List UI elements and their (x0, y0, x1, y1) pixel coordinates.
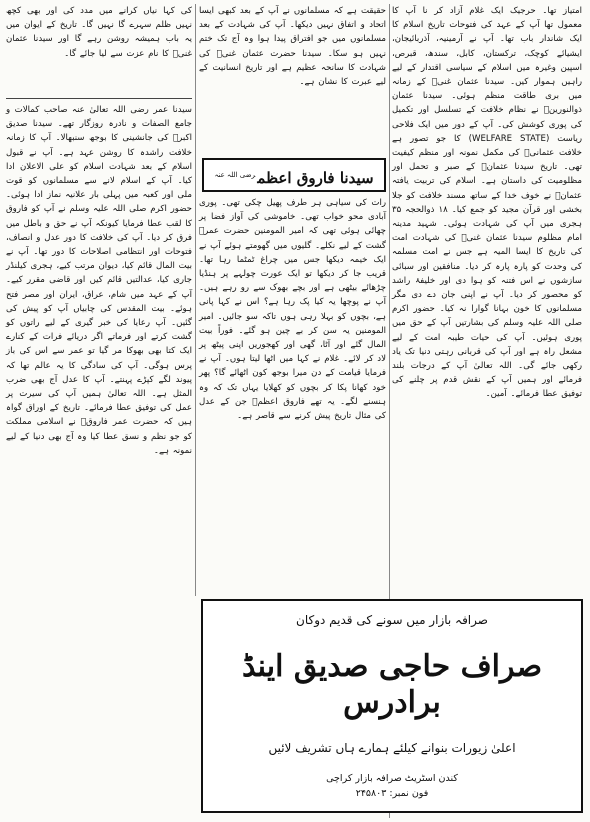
article-column-left (6, 4, 192, 799)
article-continuation (6, 4, 192, 94)
section-divider (6, 98, 192, 99)
ad-phone: فون نمبر: ۲۴۵۸۰۳ (355, 788, 429, 799)
ad-address: کندن اسٹریٹ صرافہ بازار کراچی (326, 773, 458, 784)
ad-tagline: صرافہ بازار میں سونے کی قدیم دوکان (296, 613, 488, 627)
article-text: حقیقت ہے کہ مسلمانوں نے آپ کے بعد کبھی ایسا اتحاد و اتفاق نہیں دیکھا۔ آپ کی شہادت کے بعد مسلمانوں میں جو افتراق پیدا ہوا وہ آج تک ختم نہیں ہو سکا۔ سیدنا حضرت عثمان غنیؓ کی شہادت کا سانحہ عظیم ہے اور تاریخ انسانیت کے لیے عبرت کا نشان ہے۔ (199, 6, 386, 88)
article-column-middle-top (199, 4, 386, 154)
article-body (6, 103, 192, 799)
ad-brand-name: صراف حاجی صدیق اینڈ برادرس (241, 649, 543, 720)
article-column-middle (199, 196, 386, 592)
ad-subtitle: اعلیٰ زیورات بنوانے کیلئے ہمارے ہاں تشریف لائیں (268, 741, 516, 755)
heading-title: سیدنا فاروق اعظم (257, 169, 374, 187)
article-text: رات کی سیاہی ہر طرف پھیل چکی تھی۔ پوری آبادی محو خواب تھی۔ خاموشی کی آواز فضا پر چھائی ہوئی تھی کہ امیر المومنین حضرت عمرؓ گشت کے لیے نکلے۔ گلیوں میں گھومتے ہوئے آپ نے ایک خیمہ دیکھا جس میں چراغ ٹمٹما رہا تھا۔ قریب جا کر دیکھا تو ایک عورت چولہے پر ہنڈیا چڑھائے بیٹھی ہے اور بچے بھوک سے رو رہے ہیں۔ آپ نے پوچھا یہ کیا پک رہا ہے؟ اس نے کہا پانی ہے، بچوں کو بہلا رہی ہوں تاکہ سو جائیں۔ امیر المومنین یہ سن کر بے چین ہو گئے۔ فوراً بیت المال گئے اور آٹا، گھی اور کھجوریں اپنی پیٹھ پر لاد کر لائے۔ غلام نے کہا میں اٹھا لیتا ہوں۔ آپ نے فرمایا قیامت کے دن میرا بوجھ کون اٹھائے گا؟ پھر خود کھانا پکا کر بچوں کو کھلایا یہاں تک کہ وہ ہنسنے لگے۔ یہ تھے فاروق اعظمؓ جن کے عدل کی مثال تاریخ پیش کرنے سے قاصر ہے۔ (199, 198, 386, 422)
article-text: امتیاز تھا۔ حرجیک ایک غلام آزاد کر نا آپ کا معمول تھا آپ کے عہد کی فتوحات تاریخ اسلام کا ایک شاندار باب تھا۔ آپ نے آرمینیہ، آذربائیجان، ایشیائے کوچک، ترکستان، کابل، سندھ، قبرص، اسپین وغیرہ میں اسلام کے سیاسی اقتدار کے لیے راہیں ہموار کیں۔ سیدنا عثمان غنیؓ کے زمانہ میں بری طاقت منظم ہوئی۔ سیدنا عثمان ذوالنورینؓ نے نظام خلافت کے تسلسل اور تکمیل کی پوری کوشش کی۔ آپ کے دور میں ایک فلاحی ریاست (WELFARE STATE) کا جو تصور ہے خلافت عثمانیؓ کی مکمل نمونہ اور منظم کیفیت تھی۔ تاریخ سیدنا عثمانؓ کے صبر و تحمل اور مظلومیت کی داستان ہے۔ اسلام کی تربیت یافتہ عثمانؓ نے خوف خدا کے ساتھ مسند خلافت کو جلا بخشی اور قرآن مجید کو جمع کیا۔ ۱۸ ذوالحجہ ۳۵ ہجری میں آپ کی شہادت ہوئی۔ شہید مدینہ امام مظلوم سیدنا عثمان غنیؓ کی شہادت امت کی تاریخ کا ایسا المیہ ہے جس نے امت مسلمہ کی وحدت کو پارہ پارہ کر دیا۔ منافقین اور سبائی سازشوں نے اس فتنہ کو ہوا دی اور خلیفۂ راشد کو محصور کر دیا۔ آپ نے اپنی جان دے دی مگر مسلمانوں کا خون بہانا گوارا نہ کیا۔ حضور اکرم صلی اللہ علیہ وسلم کی بشارتیں آپ کے حق میں پوری ہوئیں۔ آپ کی حیات طیبہ امت کے لیے مشعل راہ ہے اور آپ کی قربانی رہتی دنیا تک یاد رکھی جائے گی۔ اللہ تعالیٰ آپ کے درجات بلند فرمائے اور ہمیں آپ کے نقش قدم پر چلنے کی توفیق عطا فرمائے۔ آمین۔ (392, 6, 583, 400)
article-text: کی کہا نیاں کرانے میں مدد کی اور بھی کچھ نہیں ظلم سہرے گا نہیں گا۔ تاریخ کے ایوان میں یہ باب ہمیشہ روشن رہے گا اور سیدنا عثمان غنیؓ کا نام عزت سے لیا جائے گا۔ (6, 6, 192, 59)
column-divider-left (195, 4, 196, 596)
article-heading (202, 158, 386, 192)
advertisement-box (201, 599, 583, 813)
article-text: سیدنا عمر رضی اللہ تعالیٰ عنہ صاحب کمالات و جامع الصفات و نادرہ روزگار تھے۔ سیدنا صدیق اکبرؓ کی جانشینی کا بوجھ سنبھالا۔ آپ کا زمانہ خلافت راشدہ کا روشن عہد ہے۔ آپ نے قبول اسلام کے بعد شہادت اسلام کو علی الاعلان ادا کیا۔ آپ کے اسلام لانے سے مسلمانوں کو قوت ملی اور کعبہ میں پہلی بار علانیہ نماز ادا ہوئی۔ حضور اکرم صلی اللہ علیہ وسلم نے آپ کو فاروق کا لقب عطا فرمایا کیونکہ آپ نے حق و باطل میں فرق کر دیا۔ آپ کی خلافت کا دور عدل و انصاف، فتوحات اور انتظامی اصلاحات کا دور تھا۔ آپ نے بیت المال قائم کیا، دیوان مرتب کیے، ہجری کیلنڈر جاری کیا، عدالتیں قائم کیں اور قاضی مقرر کیے۔ آپ کے عہد میں شام، عراق، ایران اور مصر فتح ہوئے۔ بیت المقدس کی چابیاں آپ کو پیش کی گئیں۔ آپ رعایا کی خبر گیری کے لیے راتوں کو گشت کرتے اور فرماتے اگر دریائے فرات کے کنارے ایک کتا بھی بھوکا مر گیا تو عمر سے اس کی باز پرس ہوگی۔ آپ کی سادگی کا یہ عالم تھا کہ پیوند لگے کپڑے پہنتے۔ آپ کا عدل آج بھی ضرب المثل ہے۔ اللہ تعالیٰ ہمیں آپ کی سیرت پر عمل کی توفیق عطا فرمائے۔ تاریخ کے اوراق گواہ ہیں کہ حضرت عمر فاروقؓ نے اسلامی مملکت کو جو نظم و نسق عطا کیا وہ آج بھی دنیا کے لیے نمونہ ہے۔ (6, 105, 192, 456)
heading-honorific: رضی اللہ عنہ (214, 171, 256, 179)
